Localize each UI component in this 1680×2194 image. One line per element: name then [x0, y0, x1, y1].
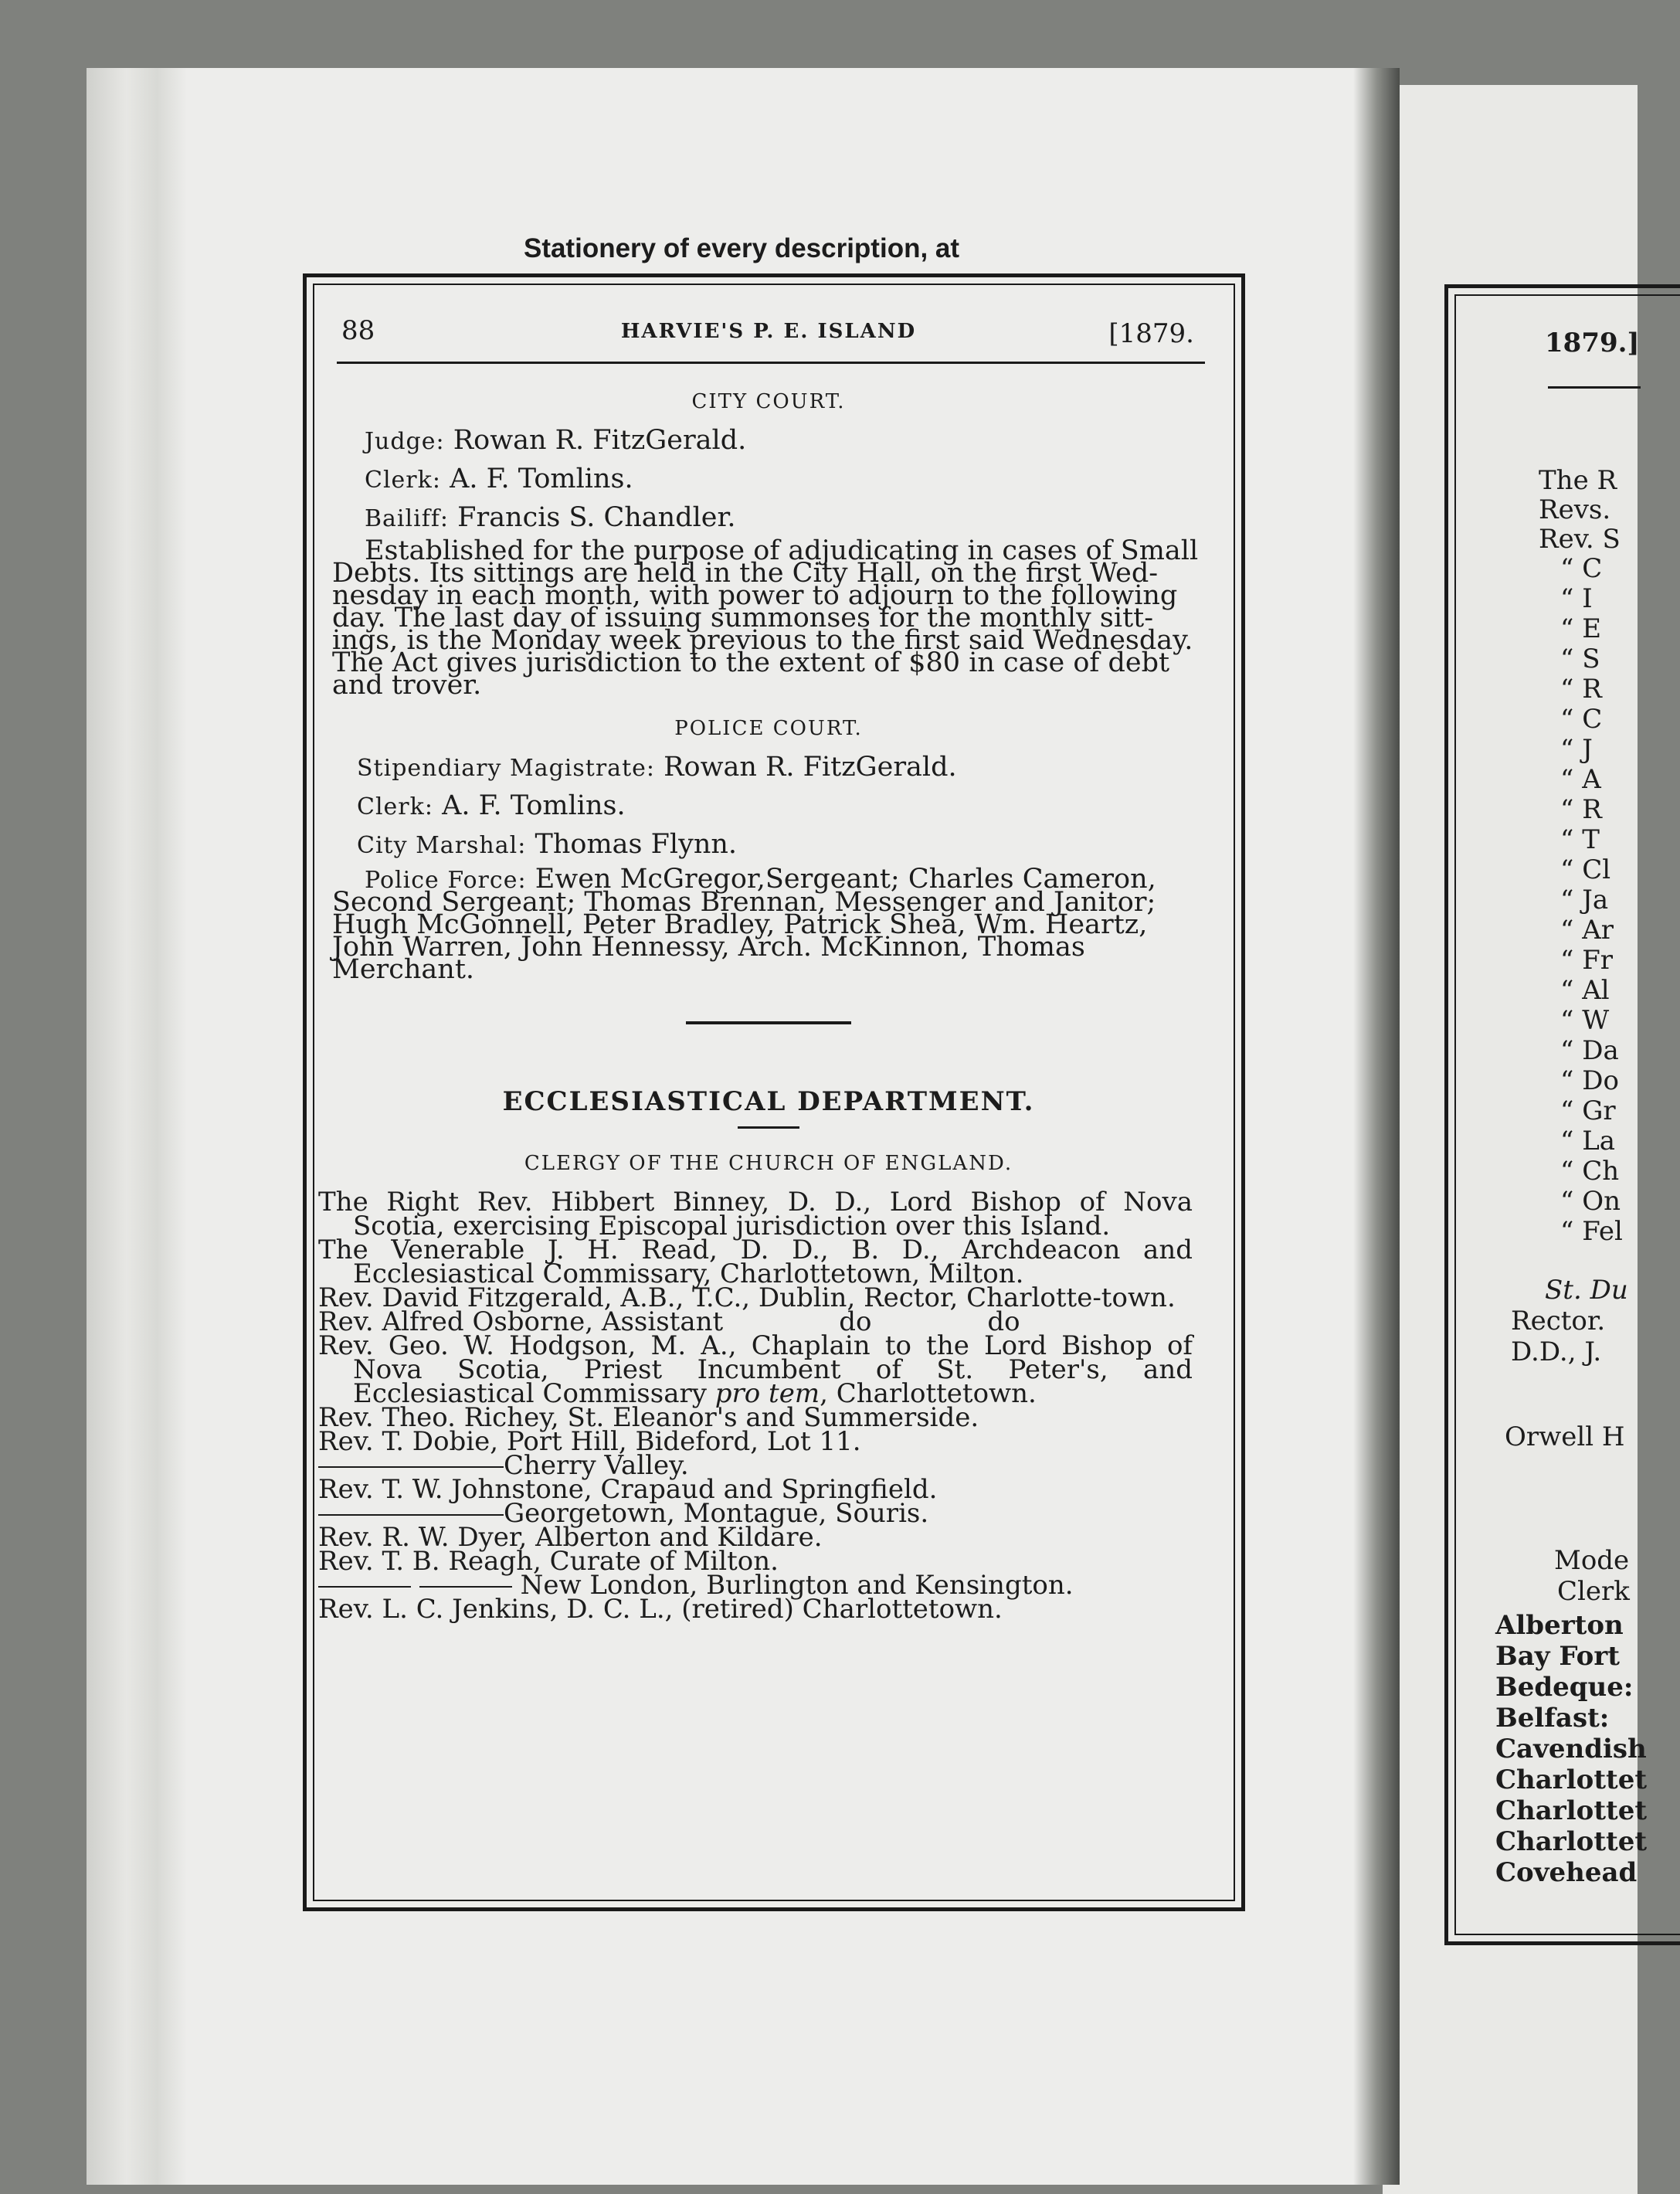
ditto-row: “ Ch — [1560, 1156, 1620, 1187]
ecclesiastical-heading: ECCLESIASTICAL DEPARTMENT. — [502, 1086, 1035, 1117]
police-court-magistrate: Stipendiary Magistrate: Rowan R. FitzGerald. — [357, 752, 957, 783]
ditto-row: “ Fel — [1560, 1216, 1623, 1247]
right-line: Orwell H — [1505, 1421, 1625, 1452]
right-places-column — [1495, 1610, 1647, 1888]
clergy-entry: Cherry Valley. — [318, 1454, 1193, 1478]
police-force: Police Force: Ewen McGregor,Sergeant; Charles Cameron, Second Sergeant; Thomas Brennan, Messenger and Janitor; Hugh McGonnell, Peter Bradley, Patrick Shea, Wm. Heartz, John Warren, John Hennessy, Arch. McKinnon, Thomas Merchant. — [332, 864, 1156, 985]
place-row: Charlottet — [1495, 1764, 1648, 1795]
place-row: Bedeque: — [1495, 1672, 1634, 1703]
place-row: Belfast: — [1495, 1703, 1610, 1734]
clergy-entry: The Right Rev. Hibbert Binney, D. D., Lord Bishop of Nova Scotia, exercising Episcopal jurisdiction over this Island. — [318, 1187, 1193, 1241]
page-title: HARVIE'S P. E. ISLAND — [620, 320, 917, 343]
police-court-clerk: Clerk: A. F. Tomlins. — [357, 790, 626, 821]
header-rule — [337, 362, 1205, 364]
clergy-entry: Rev. T. W. Johnstone, Crapaud and Springfield. — [318, 1474, 938, 1505]
clergy-entry: Rev. R. W. Dyer, Alberton and Kildare. — [318, 1522, 823, 1553]
page-year: [1879. — [1108, 318, 1194, 349]
city-court-heading: CITY COURT. — [691, 390, 846, 413]
right-line: Revs. — [1539, 494, 1611, 525]
right-line: The R — [1539, 465, 1617, 496]
clergy-entry: Rev. L. C. Jenkins, D. C. L., (retired) Charlottetown. — [318, 1594, 1003, 1625]
right-line: Clerk — [1557, 1576, 1630, 1607]
ditto-row: “ T — [1560, 824, 1600, 855]
right-line: Rev. S — [1539, 524, 1621, 555]
right-line: D.D., J. — [1511, 1336, 1602, 1367]
clergy-entry: Rev. David Fitzgerald, A.B., T.C., Dublin, Rector, Charlotte-town. — [318, 1282, 1176, 1313]
ditto-row: “ A — [1560, 764, 1601, 795]
ditto-row: “ Do — [1560, 1065, 1619, 1096]
ditto-row: “ I — [1560, 583, 1593, 614]
page-edge — [87, 68, 187, 2185]
clergy-list — [318, 1187, 1219, 1625]
ditto-row: “ Cl — [1560, 854, 1611, 885]
right-line: Rector. — [1511, 1306, 1606, 1336]
clergy-entry: Georgetown, Montague, Souris. — [318, 1502, 1193, 1526]
ditto-row: “ J — [1560, 734, 1593, 765]
right-line: Mode — [1554, 1545, 1630, 1576]
clergy-entry: Rev. T. B. Reagh, Curate of Milton. — [318, 1546, 779, 1577]
right-header-rule — [1548, 386, 1641, 389]
place-row: Charlottet — [1495, 1826, 1648, 1857]
place-row: Cavendish — [1495, 1734, 1647, 1764]
right-ditto-column — [1560, 553, 1623, 1246]
city-court-judge: Judge: Rowan R. FitzGerald. — [365, 425, 747, 456]
place-row: Bay Fort — [1495, 1641, 1620, 1672]
place-row: Alberton — [1495, 1610, 1624, 1641]
ditto-row: “ R — [1560, 794, 1602, 825]
clergy-entry: The Venerable J. H. Read, D. D., B. D., Archdeacon and Ecclesiastical Commissary, Charlottetown, Milton. — [318, 1235, 1193, 1289]
ditto-row: “ Gr — [1560, 1095, 1616, 1126]
city-court-bailiff: Bailiff: Francis S. Chandler. — [365, 502, 736, 533]
clergy-subheading: CLERGY OF THE CHURCH OF ENGLAND. — [524, 1152, 1013, 1175]
ditto-row: “ Fr — [1560, 945, 1614, 976]
police-court-marshal: City Marshal: Thomas Flynn. — [357, 829, 738, 860]
place-row: Charlottet — [1495, 1795, 1648, 1826]
clergy-entry: Rev. Alfred Osborne, Assistant do do — [318, 1306, 1020, 1337]
page-header — [332, 292, 1205, 349]
right-page-year: 1879.] — [1545, 328, 1640, 358]
ditto-row: “ C — [1560, 553, 1603, 584]
clergy-entry: New London, Burlington and Kensington. — [318, 1574, 1193, 1598]
page-number: 88 — [341, 315, 375, 346]
ditto-row: “ La — [1560, 1126, 1616, 1156]
ditto-row: “ Ar — [1560, 915, 1614, 946]
ditto-row: “ S — [1560, 644, 1600, 674]
place-row: Covehead — [1495, 1857, 1638, 1888]
ditto-row: “ W — [1560, 1005, 1610, 1036]
clergy-entry: Rev. Theo. Richey, St. Eleanor's and Summerside. — [318, 1402, 979, 1433]
ditto-row: “ Al — [1560, 975, 1610, 1006]
ditto-row: “ E — [1560, 613, 1602, 644]
heading-rule — [738, 1126, 799, 1129]
city-court-clerk: Clerk: A. F. Tomlins. — [365, 464, 633, 494]
running-advert: Stationery of every description, at — [523, 233, 960, 263]
page-content — [318, 292, 1219, 1883]
ditto-row: “ Da — [1560, 1035, 1619, 1066]
ditto-row: “ R — [1560, 674, 1602, 705]
clergy-entry: Rev. T. Dobie, Port Hill, Bideford, Lot 11. — [318, 1426, 861, 1457]
ditto-row: “ C — [1560, 704, 1603, 735]
section-divider — [686, 1021, 851, 1024]
city-court-description: Established for the purpose of adjudicating in cases of Small Debts. Its sittings are held in the City Hall, on the first Wed- nesday in each month, with power to adjourn to the following day. The last day of issuing summonses for the monthly sitt- ings, is the Monday week previous to the first said Wednesday. The Act gives jurisdiction to the extent of $80 in case of debt and trover. — [332, 535, 1199, 701]
right-page-text — [1437, 0, 1648, 2182]
ditto-row: “ Ja — [1560, 885, 1609, 915]
clergy-entry: Rev. Geo. W. Hodgson, M. A., Chaplain to the Lord Bishop of Nova Scotia, Priest Incumbent of St. Peter's, and Ecclesiastical Commissary pro tem, Charlottetown. — [318, 1330, 1193, 1409]
book-gutter — [1353, 68, 1400, 2185]
right-line: St. Du — [1545, 1275, 1628, 1306]
ditto-row: “ On — [1560, 1186, 1621, 1217]
police-court-heading: POLICE COURT. — [674, 717, 863, 740]
